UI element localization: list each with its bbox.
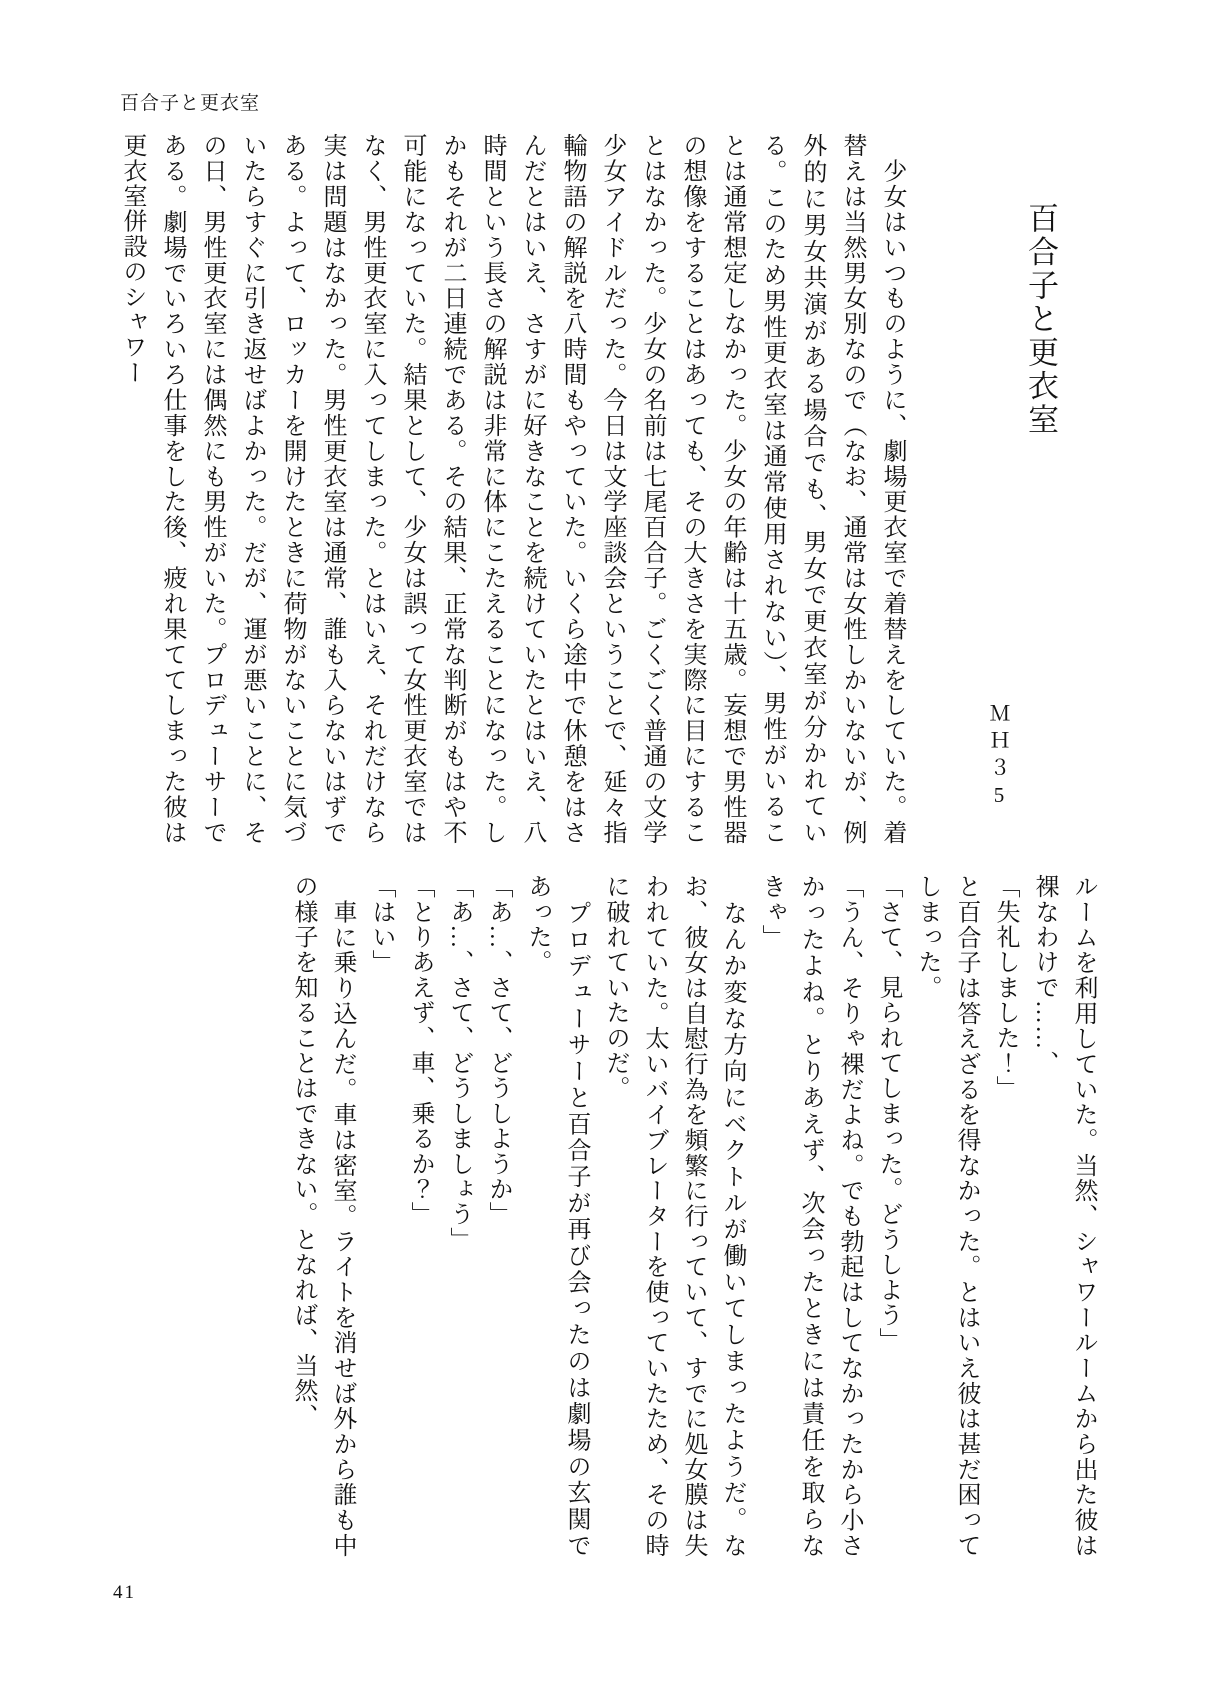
dialogue-line: 「さて、見られてしまった。どうしよう」 (875, 874, 901, 1353)
dialogue-line: 「失礼しました！」 (992, 874, 1018, 1101)
author-name: ＭＨ３5 (987, 702, 1011, 813)
body-text-upper (107, 133, 912, 845)
dialogue-line: 「とりあえず、車、乗るか？」 (407, 874, 433, 1227)
story-title: 百合子と更衣室 (1023, 202, 1058, 437)
body-text-lower (120, 874, 1102, 1558)
dialogue-line: 「はい」 (368, 874, 394, 975)
dialogue-line: 「うん、そりゃ裸だよね。でも勃起はしてなかったから小さかったよね。とりあえず、次会ったときには責任を取らなきゃ」 (758, 874, 862, 1558)
narration-paragraph: なんか変な方向にベクトルが働いてしまったようだ。なお、彼女は自慰行為を頻繁に行っていて、すでに処女膜は失われていた。太いバイブレーターを使っていたため、その時に破れていたのだ。 (602, 874, 745, 1558)
narration-paragraph: プロデューサーと百合子が再び会ったのは劇場の玄関であった。 (524, 874, 589, 1558)
running-header: 百合子と更衣室 (120, 93, 261, 114)
dialogue-line: 「あ…、さて、どうしようか」 (485, 874, 511, 1227)
narration-paragraph: ルームを利用していた。当然、シャワールームから出た彼は裸なわけで……、 (1031, 874, 1096, 1558)
narration-paragraph: 少女はいつものように、劇場更衣室で着替えをしていた。着替えは当然男女別なので（なお、通常は女性しかいないが、例外的に男女共演がある場合でも、男女で更衣室が分かれている。このため男性更衣室は通常使用されない）、男性がいることは通常想定しなかった。少女の年齢は十五歳。妄想で男性器の想像をすることはあっても、その大きさを実際に目にすることはなかった。少女の名前は七尾百合子。ごくごく普通の文学少女アイドルだった。今日は文学座談会ということで、延々指輪物語の解説を八時間もやっていた。いくら途中で休憩をはさんだとはいえ、さすがに好きなことを続けていたとはいえ、八時間という長さの解説は非常に体にこたえることになった。しかもそれが二日連続である。その結果、正常な判断がもはや不可能になっていた。結果として、少女は誤って女性更衣室ではなく、男性更衣室に入ってしまった。とはいえ、それだけなら実は問題はなかった。男性更衣室は通常、誰も入らないはずである。よって、ロッカーを開けたときに荷物がないことに気づいたらすぐに引き返せばよかった。だが、運が悪いことに、その日、男性更衣室には偶然にも男性がいた。プロデューサーである。劇場でいろいろ仕事をした後、疲れ果ててしまった彼は更衣室併設のシャワー (119, 133, 905, 845)
page-number: 41 (113, 1582, 136, 1603)
dialogue-line: 「あ…、さて、どうしましょう」 (446, 874, 472, 1252)
narration-paragraph: 車に乗り込んだ。車は密室。ライトを消せば外から誰も中の様子を知ることはできない。となれば、当然、 (290, 874, 355, 1558)
narration-paragraph: と百合子は答えざるを得なかった。とはいえ彼は甚だ困ってしまった。 (914, 874, 979, 1558)
